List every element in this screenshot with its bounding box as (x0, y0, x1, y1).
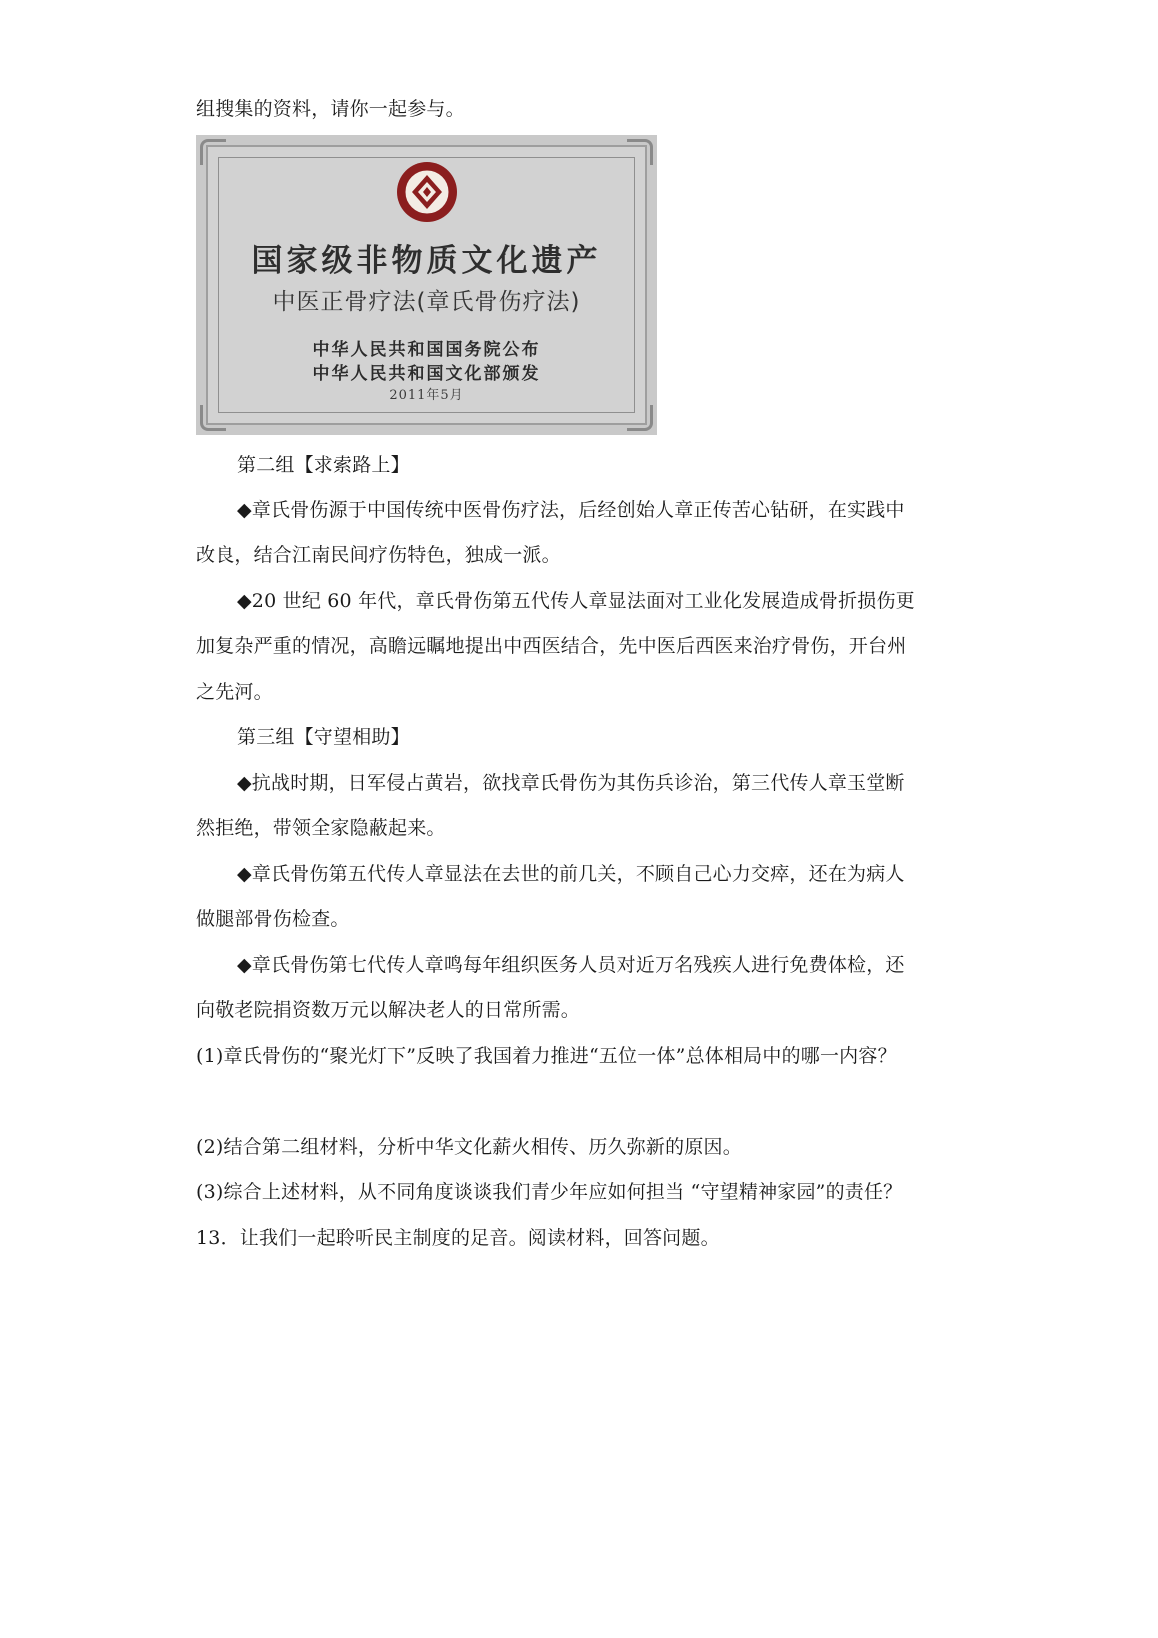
next-question-13: 13．让我们一起聆听民主制度的足音。阅读材料，回答问题。 (196, 1227, 720, 1249)
plaque-title: 国家级非物质文化遗产 (251, 243, 602, 279)
plaque-issuer-ministry: 中华人民共和国文化部颁发 (312, 364, 541, 384)
group3-item2-line1: ◆章氏骨伤第五代传人章显法在去世的前几关，不顾自己心力交瘁，还在为病人 (237, 863, 905, 885)
plaque-issuer-state-council: 中华人民共和国国务院公布 (312, 340, 541, 360)
group3-item1-line1: ◆抗战时期，日军侵占黄岩，欲找章氏骨伤为其伤兵诊治，第三代传人章玉堂断 (237, 772, 905, 794)
question-3: (3)综合上述材料，从不同角度谈谈我们青少年应如何担当 “守望精神家园”的责任？ (196, 1181, 903, 1203)
plaque-corner-ornament (200, 139, 226, 165)
group2-item1-line1: ◆章氏骨伤源于中国传统中医骨伤疗法，后经创始人章正传苦心钻研，在实践中 (237, 499, 905, 521)
group2-item1-line2: 改良，结合江南民间疗伤特色，独成一派。 (196, 544, 561, 566)
intro-line: 组搜集的资料，请你一起参与。 (196, 98, 465, 120)
plaque-corner-ornament (627, 405, 653, 431)
group2-item2-line3: 之先河。 (196, 681, 273, 703)
group3-item2-line2: 做腿部骨伤检查。 (196, 908, 350, 930)
plaque-subtitle: 中医正骨疗法(章氏骨伤疗法) (272, 289, 581, 315)
heritage-emblem-icon (396, 161, 458, 223)
group3-item1-line2: 然拒绝，带领全家隐蔽起来。 (196, 817, 446, 839)
plaque-corner-ornament (200, 405, 226, 431)
plaque-corner-ornament (627, 139, 653, 165)
group2-item2-line2: 加复杂严重的情况，高瞻远瞩地提出中西医结合，先中医后西医来治疗骨伤，开台州 (196, 635, 907, 657)
group3-item3-line2: 向敬老院捐资数万元以解决老人的日常所需。 (196, 999, 581, 1021)
plaque-date: 2011年5月 (389, 388, 464, 403)
heritage-plaque-image (196, 135, 657, 435)
question-2: (2)结合第二组材料，分析中华文化薪火相传、历久弥新的原因。 (196, 1136, 742, 1158)
question-1: (1)章氏骨伤的“聚光灯下”反映了我国着力推进“五位一体”总体相局中的哪一内容？ (196, 1045, 897, 1067)
group3-heading: 第三组【守望相助】 (237, 726, 410, 748)
group2-heading: 第二组【求索路上】 (237, 454, 410, 476)
group2-item2-line1: ◆20 世纪 60 年代，章氏骨伤第五代传人章显法面对工业化发展造成骨折损伤更 (237, 590, 915, 612)
group3-item3-line1: ◆章氏骨伤第七代传人章鸣每年组织医务人员对近万名残疾人进行免费体检，还 (237, 954, 905, 976)
